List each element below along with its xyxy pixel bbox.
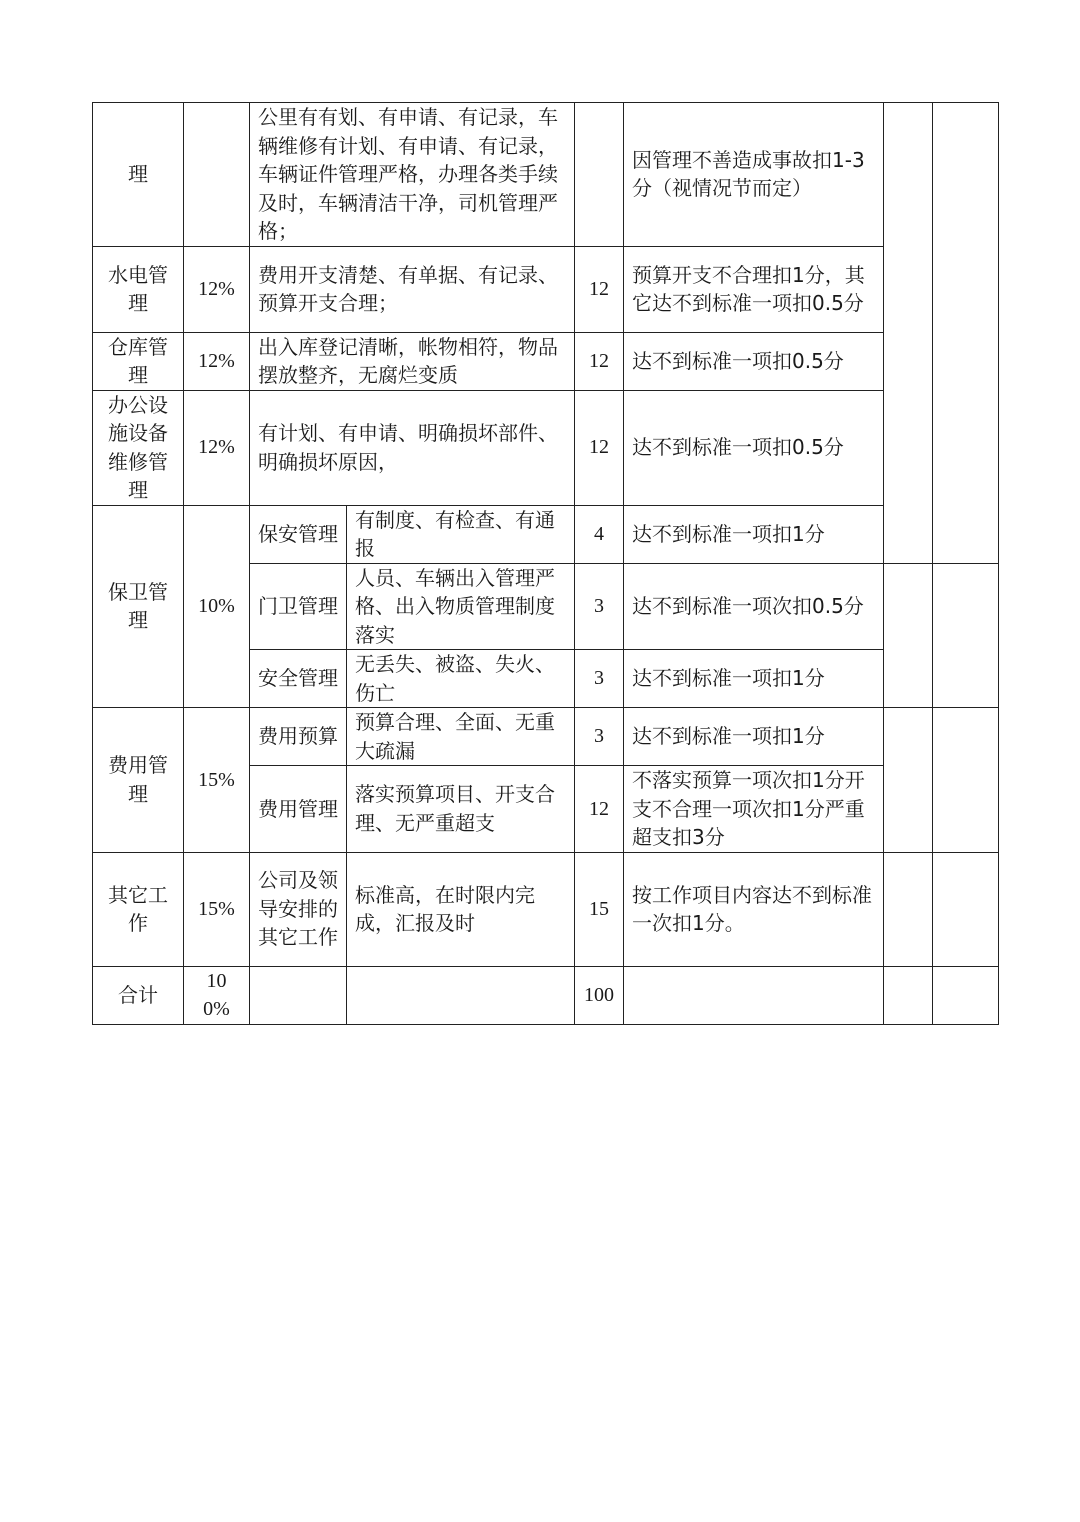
total-row	[93, 966, 999, 1024]
item-cell: 费用管理	[93, 708, 184, 853]
weight-cell	[184, 103, 250, 247]
sub-item-cell: 公司及领导安排的其它工作	[250, 852, 347, 966]
table-row	[93, 852, 999, 966]
blank-cell	[624, 966, 884, 1024]
rule-cell: 因管理不善造成事故扣1-3分（视情况节而定）	[624, 103, 884, 247]
score-cell	[575, 103, 624, 247]
table-row	[93, 103, 999, 247]
score-cell: 4	[575, 505, 624, 563]
score-cell: 12	[575, 766, 624, 853]
rule-cell: 不落实预算一项次扣1分开支不合理一项次扣1分严重超支扣3分	[624, 766, 884, 853]
rule-cell: 达不到标准一项扣0.5分	[624, 332, 884, 390]
table-row	[93, 505, 999, 563]
standard-cell: 出入库登记清晰，帐物相符，物品摆放整齐，无腐烂变质	[250, 332, 575, 390]
sub-item-cell: 安全管理	[250, 650, 347, 708]
rule-cell: 按工作项目内容达不到标准一次扣1分。	[624, 852, 884, 966]
blank-cell	[884, 708, 933, 853]
blank-cell	[933, 966, 999, 1024]
sub-item-cell: 费用管理	[250, 766, 347, 853]
assessment-table	[92, 102, 999, 1025]
rule-cell: 达不到标准一项扣1分	[624, 505, 884, 563]
score-cell: 12	[575, 390, 624, 505]
rule-cell: 达不到标准一项扣1分	[624, 650, 884, 708]
item-cell: 办公设施设备维修管理	[93, 390, 184, 505]
sub-item-cell: 费用预算	[250, 708, 347, 766]
item-cell: 水电管理	[93, 246, 184, 332]
standard-cell: 有计划、有申请、明确损坏部件、明确损坏原因，	[250, 390, 575, 505]
weight-cell: 12%	[184, 390, 250, 505]
score-cell: 3	[575, 708, 624, 766]
score-cell: 3	[575, 650, 624, 708]
blank-cell	[933, 103, 999, 564]
sub-item-cell: 保安管理	[250, 505, 347, 563]
score-cell: 12	[575, 246, 624, 332]
rule-cell: 预算开支不合理扣1分，其它达不到标准一项扣0.5分	[624, 246, 884, 332]
score-cell: 12	[575, 332, 624, 390]
standard-cell: 落实预算项目、开支合理、无严重超支	[347, 766, 575, 853]
blank-cell	[933, 708, 999, 853]
standard-cell: 公里有有划、有申请、有记录，车辆维修有计划、有申请、有记录，车辆证件管理严格，办理各类手续及时，车辆清洁干净，司机管理严格；	[250, 103, 575, 247]
sub-item-cell: 门卫管理	[250, 563, 347, 650]
item-cell: 其它工作	[93, 852, 184, 966]
weight-cell: 12%	[184, 332, 250, 390]
score-cell: 15	[575, 852, 624, 966]
standard-cell: 人员、车辆出入管理严格、出入物质管理制度落实	[347, 563, 575, 650]
table-row	[93, 246, 999, 332]
table-row	[93, 390, 999, 505]
standard-cell: 预算合理、全面、无重大疏漏	[347, 708, 575, 766]
rule-cell: 达不到标准一项扣1分	[624, 708, 884, 766]
standard-cell: 费用开支清楚、有单据、有记录、预算开支合理；	[250, 246, 575, 332]
blank-cell	[884, 563, 933, 708]
blank-cell	[933, 563, 999, 708]
item-cell: 理	[93, 103, 184, 247]
item-cell: 保卫管理	[93, 505, 184, 708]
blank-cell	[347, 966, 575, 1024]
rule-cell: 达不到标准一项扣0.5分	[624, 390, 884, 505]
rule-cell: 达不到标准一项次扣0.5分	[624, 563, 884, 650]
blank-cell	[884, 966, 933, 1024]
blank-cell	[884, 852, 933, 966]
weight-cell: 12%	[184, 246, 250, 332]
weight-cell: 10%	[184, 505, 250, 708]
standard-cell: 标准高，在时限内完成，汇报及时	[347, 852, 575, 966]
table-row	[93, 332, 999, 390]
item-cell: 仓库管理	[93, 332, 184, 390]
blank-cell	[250, 966, 347, 1024]
total-label: 合计	[93, 966, 184, 1024]
standard-cell: 无丢失、被盗、失火、伤亡	[347, 650, 575, 708]
table-row	[93, 708, 999, 766]
total-weight: 100%	[184, 966, 250, 1024]
weight-cell: 15%	[184, 708, 250, 853]
score-cell: 3	[575, 563, 624, 650]
standard-cell: 有制度、有检查、有通报	[347, 505, 575, 563]
total-score: 100	[575, 966, 624, 1024]
blank-cell	[884, 103, 933, 564]
blank-cell	[933, 852, 999, 966]
weight-cell: 15%	[184, 852, 250, 966]
